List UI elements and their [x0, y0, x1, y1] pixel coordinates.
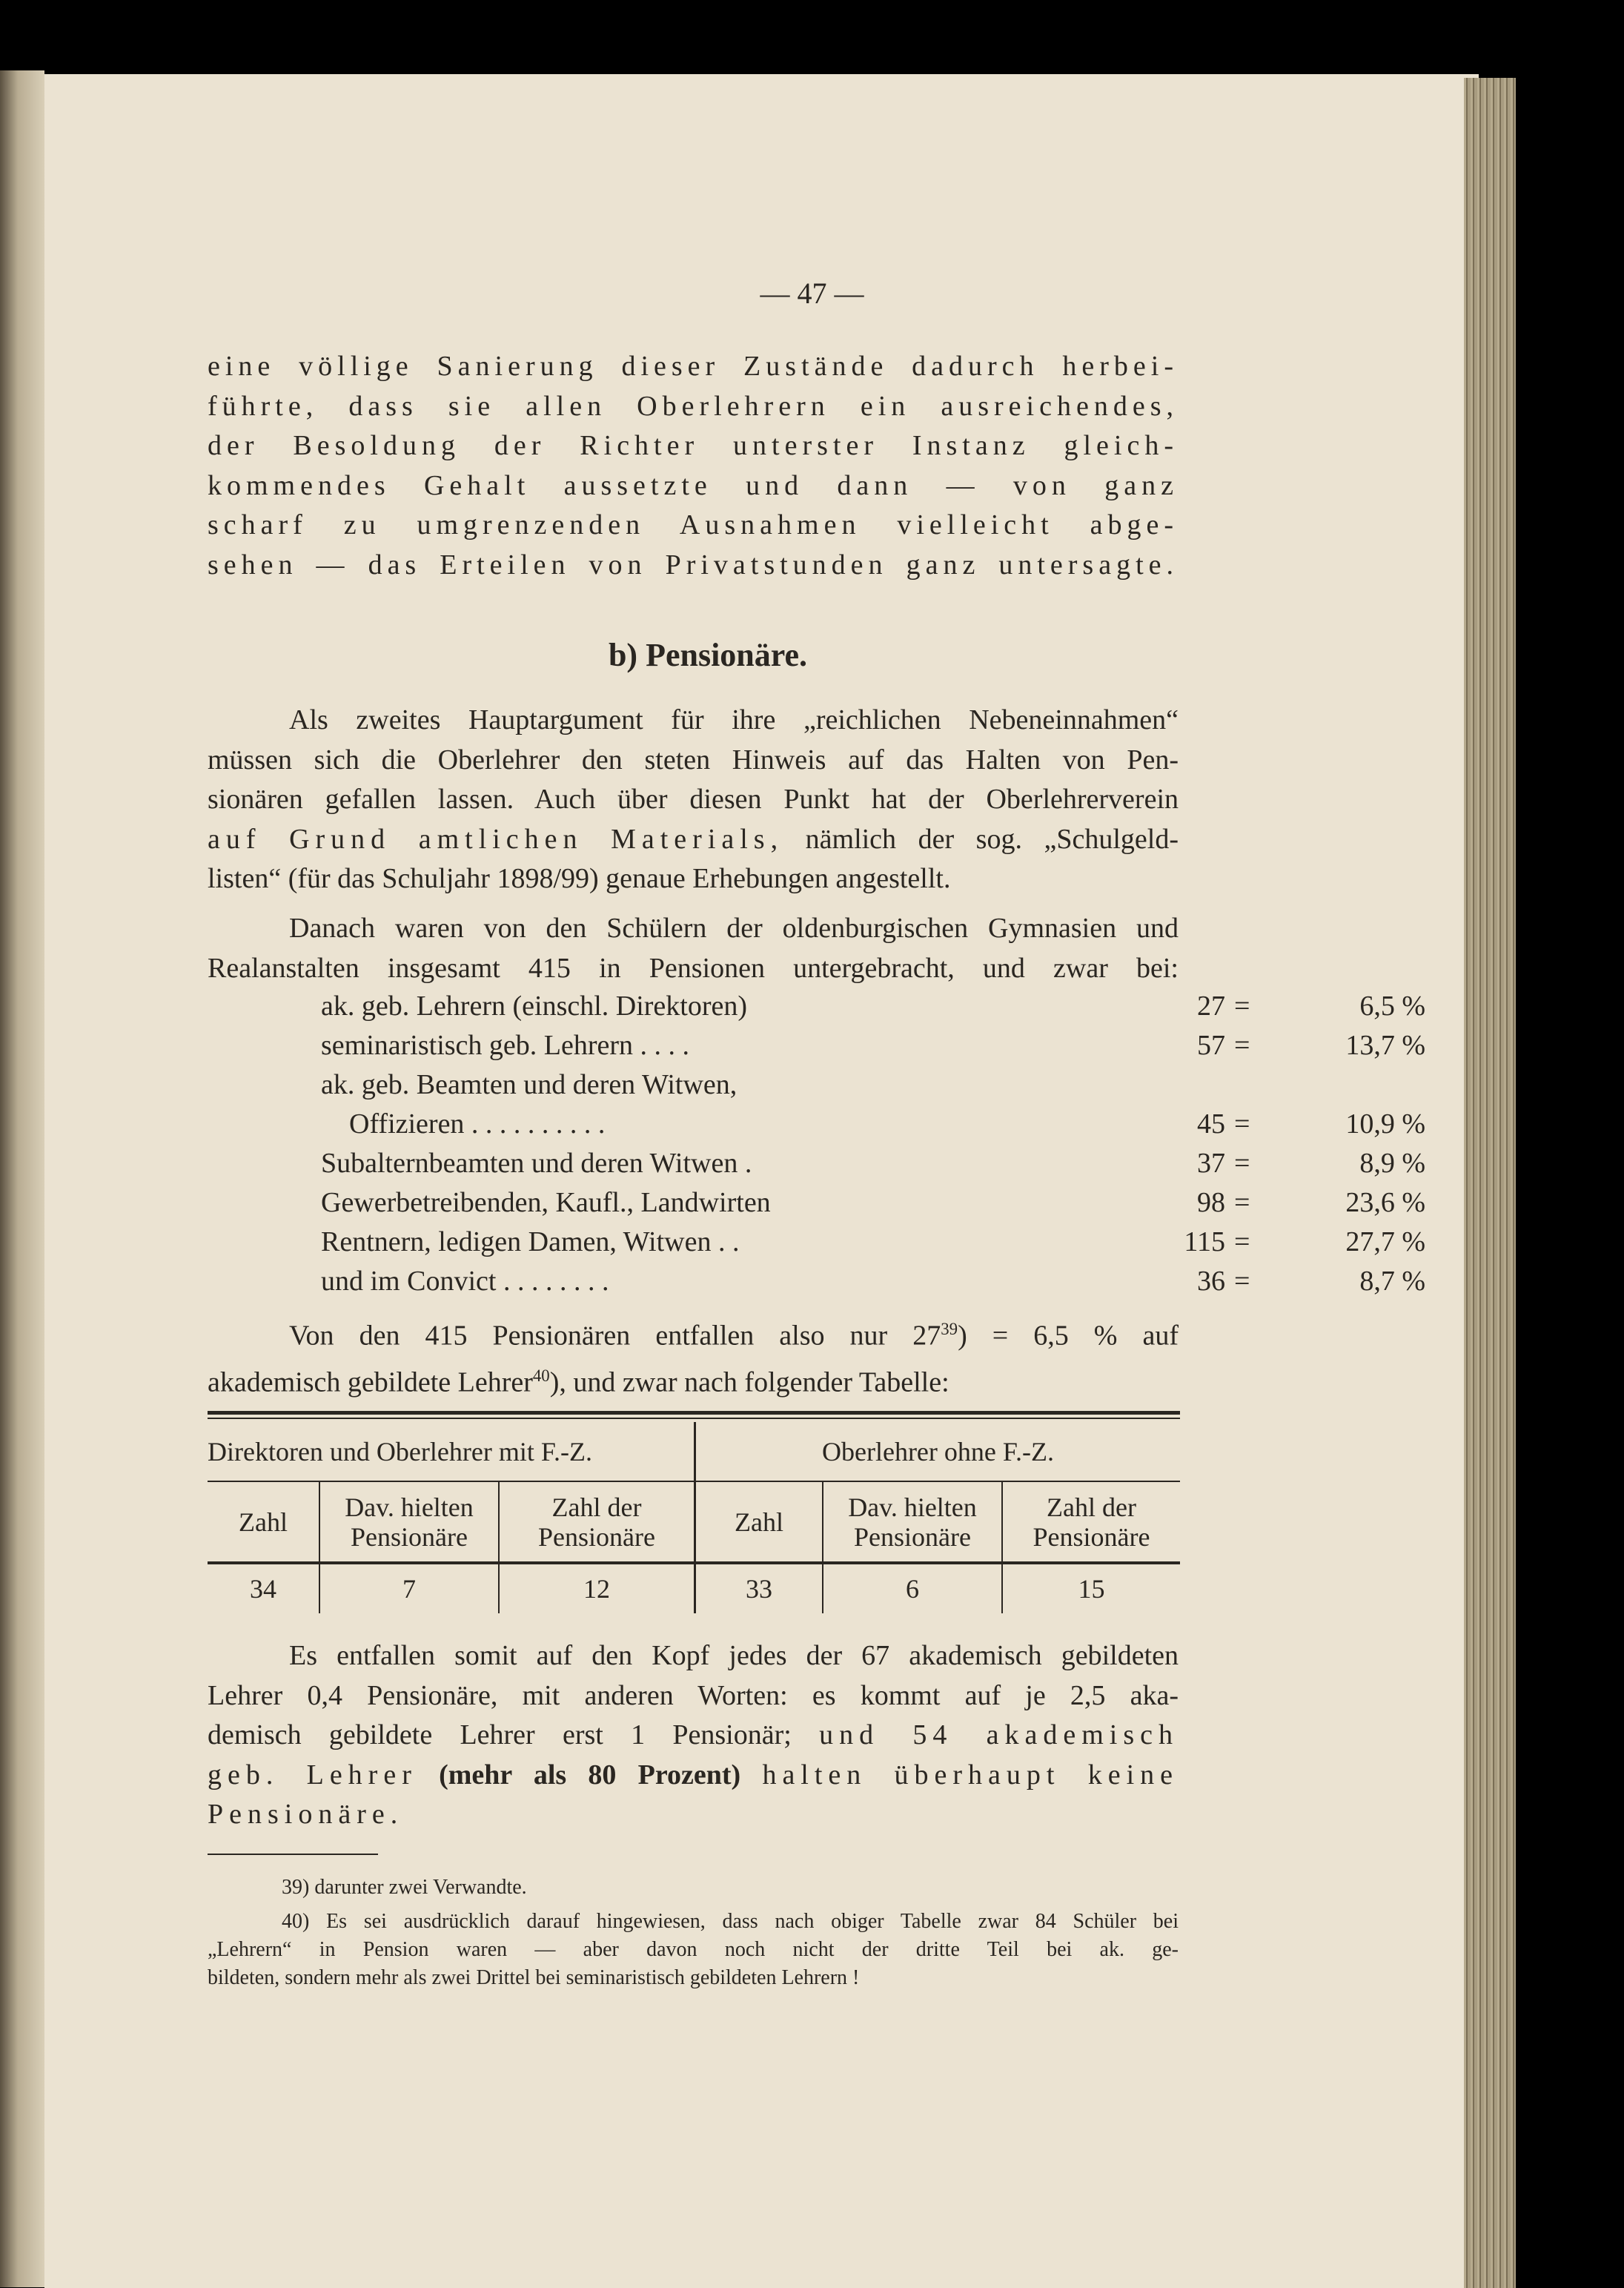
- text-line: der Besoldung der Richter unterster Instanz gleich-: [208, 430, 1179, 462]
- table-row: [208, 1563, 1180, 1613]
- equals-sign: =: [1234, 1266, 1250, 1297]
- text-span: nämlich der sog. „Schulgeld-: [805, 823, 1179, 855]
- footnote: bildeten, sondern mehr als zwei Drittel bei seminaristisch gebildeten Lehrern !: [208, 1966, 860, 1989]
- list-label: seminaristisch geb. Lehrern . . . .: [321, 1030, 690, 1061]
- list-label: Gewerbetreibenden, Kaufl., Landwirten: [321, 1187, 771, 1218]
- list-label: Subalternbeamten und deren Witwen .: [321, 1148, 752, 1179]
- header-text: Zahl der: [551, 1492, 642, 1522]
- bold-text: (mehr als 80 Prozent): [439, 1759, 741, 1791]
- text-line: Pensionäre.: [208, 1799, 404, 1831]
- text-line: Als zweites Hauptargument für ihre „reichlichen Nebeneinnahmen“: [289, 704, 1179, 735]
- paragraph-3: [208, 909, 1179, 988]
- page-number: — 47 —: [760, 277, 864, 310]
- text-line: eine völlige Sanierung dieser Zustände dadurch herbei-: [208, 351, 1179, 382]
- equals-sign: =: [1234, 1030, 1250, 1061]
- list-count: 57: [1197, 1030, 1225, 1061]
- text-line: Lehrer 0,4 Pensionäre, mit anderen Worten: es kommt auf je 2,5 aka-: [208, 1679, 1179, 1711]
- list-count: 98: [1197, 1187, 1225, 1218]
- pension-table: [208, 1422, 1180, 1613]
- text-line: kommendes Gehalt aussetzte und dann — von ganz: [208, 469, 1179, 501]
- list-label: ak. geb. Lehrern (einschl. Direktoren): [321, 991, 748, 1022]
- table-header-cell: [319, 1481, 499, 1563]
- equals-sign: =: [1234, 1226, 1250, 1257]
- paragraph-1: [208, 347, 1179, 586]
- list-label: Rentnern, ledigen Damen, Witwen . .: [321, 1226, 740, 1257]
- table-header-cell: Zahl: [208, 1481, 319, 1563]
- text-line: [208, 1309, 1179, 1356]
- table-row: [208, 1481, 1180, 1563]
- text-span: ) = 6,5 % auf: [958, 1320, 1179, 1352]
- text-line: scharf zu umgrenzenden Ausnahmen vielleicht abge-: [208, 509, 1179, 541]
- list-count: 45: [1197, 1108, 1225, 1140]
- table-header-cell: [499, 1481, 695, 1563]
- equals-sign: =: [1234, 1108, 1250, 1140]
- table-cell: 34: [208, 1563, 319, 1613]
- header-text: Pensionäre: [538, 1521, 655, 1552]
- paragraph-4: [208, 1309, 1179, 1403]
- text-span: ), und zwar nach folgender Tabelle:: [549, 1366, 949, 1398]
- text-line: Realanstalten insgesamt 415 in Pensionen untergebracht, und zwar bei:: [208, 952, 1179, 984]
- text-line: sionären gefallen lassen. Auch über diesen Punkt hat der Oberlehrerverein: [208, 784, 1179, 816]
- equals-sign: =: [1234, 1187, 1250, 1218]
- spaced-text: und 54 akademisch: [819, 1719, 1179, 1751]
- footnote-ref: 39: [941, 1320, 958, 1338]
- list-percent: 13,7 %: [1345, 1030, 1425, 1061]
- list-count: 37: [1197, 1148, 1225, 1179]
- list-percent: 8,9 %: [1359, 1148, 1425, 1179]
- text-line: [208, 1716, 1179, 1756]
- header-text: Dav. hielten: [345, 1492, 474, 1522]
- equals-sign: =: [1234, 1148, 1250, 1179]
- table-cell: 12: [499, 1563, 695, 1613]
- equals-sign: =: [1234, 991, 1250, 1022]
- table-cell: 33: [695, 1563, 823, 1613]
- footnote: 40) Es sei ausdrücklich darauf hingewiesen, dass nach obiger Tabelle zwar 84 Schüler bei: [282, 1910, 1179, 1933]
- paragraph-5: [208, 1636, 1179, 1835]
- header-text: Dav. hielten: [848, 1492, 977, 1522]
- table-group-header: Oberlehrer ohne F.-Z.: [695, 1422, 1181, 1481]
- table-header-cell: Zahl: [695, 1481, 823, 1563]
- spaced-text: auf Grund amtlichen Materials,: [208, 823, 784, 855]
- footnote-rule: [208, 1854, 378, 1855]
- list-count: 115: [1184, 1226, 1225, 1257]
- list-label: Offizieren . . . . . . . . . .: [321, 1108, 606, 1140]
- spaced-text: halten überhaupt keine: [762, 1759, 1179, 1791]
- spaced-text: geb. Lehrer: [208, 1759, 417, 1791]
- list-percent: 10,9 %: [1345, 1108, 1425, 1140]
- header-text: Pensionäre: [1033, 1521, 1150, 1552]
- text-line: [208, 1356, 1179, 1403]
- table-top-rule-thin: [208, 1418, 1180, 1419]
- table-cell: 7: [319, 1563, 499, 1613]
- text-line: sehen — das Erteilen von Privatstunden ganz untersagte.: [208, 549, 1179, 581]
- text-line: müssen sich die Oberlehrer den steten Hinweis auf das Halten von Pen-: [208, 744, 1179, 776]
- section-heading: b) Pensionäre.: [608, 637, 808, 673]
- table-group-header: Direktoren und Oberlehrer mit F.-Z.: [208, 1422, 695, 1481]
- table-header-cell: [823, 1481, 1002, 1563]
- list-percent: 23,6 %: [1345, 1187, 1425, 1218]
- table-row: [208, 1422, 1180, 1481]
- list-label: und im Convict . . . . . . . .: [321, 1266, 609, 1297]
- footnote: „Lehrern“ in Pension waren — aber davon noch nicht der dritte Teil bei ak. ge-: [208, 1938, 1179, 1961]
- text-line: Es entfallen somit auf den Kopf jedes der 67 akademisch gebildeten: [289, 1640, 1179, 1671]
- list-percent: 27,7 %: [1345, 1226, 1425, 1257]
- text-line: [208, 820, 1179, 860]
- table-top-rule: [208, 1411, 1180, 1415]
- table-cell: 6: [823, 1563, 1002, 1613]
- header-text: Pensionäre: [854, 1521, 971, 1552]
- header-text: Pensionäre: [351, 1521, 468, 1552]
- list-percent: 6,5 %: [1359, 991, 1425, 1022]
- list-label: ak. geb. Beamten und deren Witwen,: [321, 1069, 738, 1100]
- footnote-ref: 40: [532, 1366, 550, 1386]
- adjacent-page-edge: [0, 70, 44, 2287]
- footnotes: [208, 1874, 1179, 1992]
- header-text: Zahl der: [1047, 1492, 1136, 1522]
- text-line: Danach waren von den Schülern der oldenburgischen Gymnasien und: [289, 913, 1179, 944]
- table-header-cell: [1002, 1481, 1180, 1563]
- text-line: listen“ (für das Schuljahr 1898/99) genaue Erhebungen angestellt.: [208, 863, 951, 895]
- list-count: 27: [1197, 991, 1225, 1022]
- footnote: 39) darunter zwei Verwandte.: [282, 1876, 527, 1899]
- text-span: demisch gebildete Lehrer erst 1 Pensionär;: [208, 1719, 792, 1751]
- table-cell: 15: [1078, 1574, 1105, 1604]
- paragraph-2: [208, 701, 1179, 899]
- list-percent: 8,7 %: [1359, 1266, 1425, 1297]
- text-span: Von den 415 Pensionären entfallen also nur 27: [289, 1320, 941, 1352]
- list-count: 36: [1197, 1266, 1225, 1297]
- data-table: [208, 1422, 1180, 1613]
- text-line: führte, dass sie allen Oberlehrern ein ausreichendes,: [208, 390, 1179, 422]
- page-stack-edge: [1464, 78, 1516, 2288]
- text-span: akademisch gebildete Lehrer: [208, 1366, 533, 1398]
- text-line: [208, 1756, 1179, 1796]
